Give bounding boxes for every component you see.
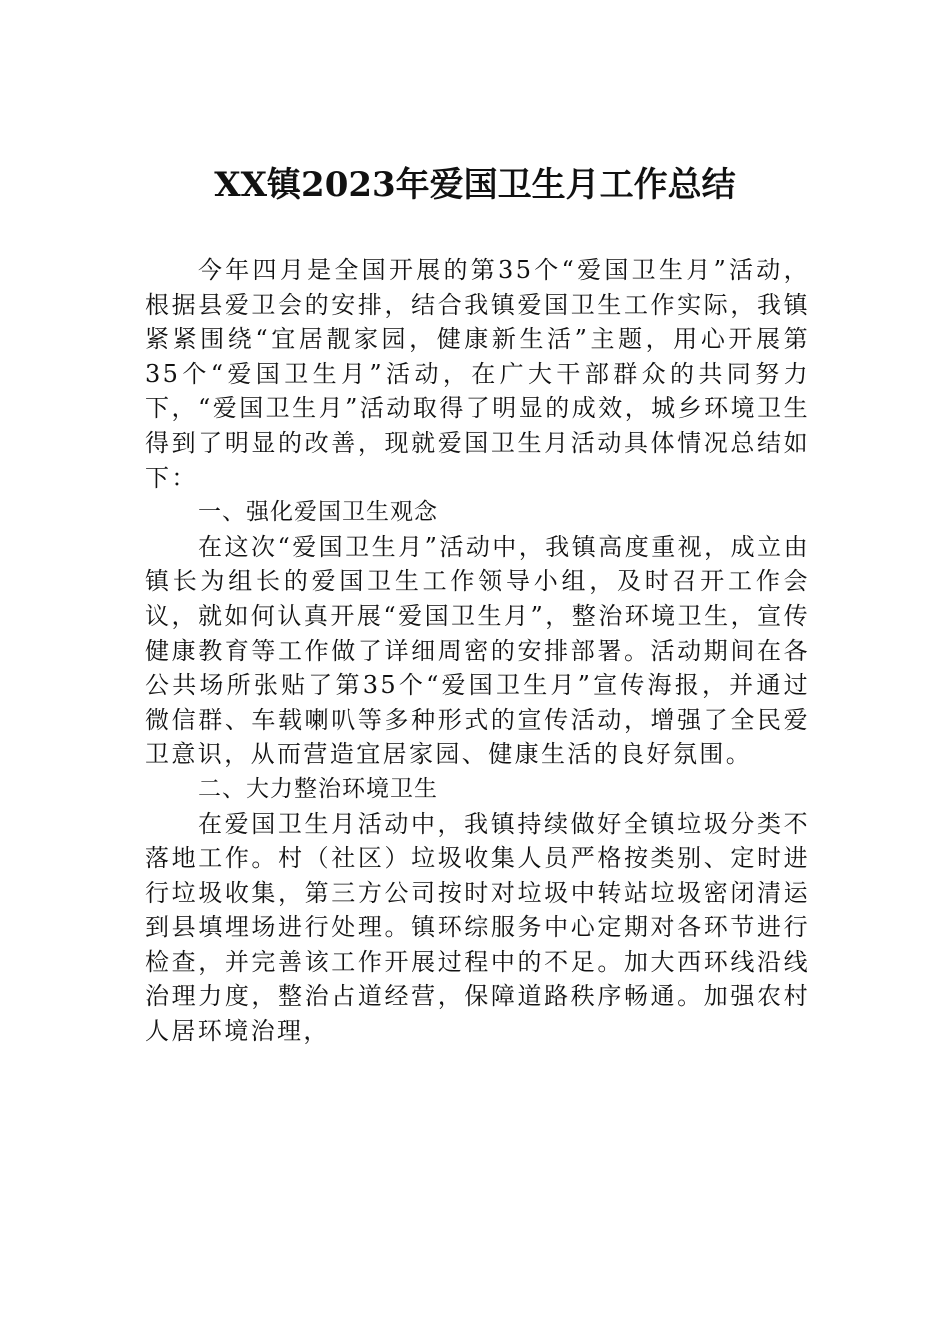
section-paragraph-1: 在这次“爱国卫生月”活动中，我镇高度重视，成立由镇长为组长的爱国卫生工作领导小组，及时召开工作会议，就如何认真开展“爱国卫生月”，整治环境卫生，宣传健康教育等工作做了详细周密的安排部署。活动期间在各公共场所张贴了第35个“爱国卫生月”宣传海报，并通过微信群、车载喇叭等多种形式的宣传活动，增强了全民爱卫意识，从而营造宜居家园、健康生活的良好氛围。 (145, 532, 810, 769)
document-title: XX镇2023年爱国卫生月工作总结 (214, 165, 736, 205)
intro-paragraph: 今年四月是全国开展的第35个“爱国卫生月”活动，根据县爱卫会的安排，结合我镇爱国卫生工作实际，我镇紧紧围绕“宜居靓家园，健康新生活”主题，用心开展第35个“爱国卫生月”活动，在广大干部群众的共同努力下，“爱国卫生月”活动取得了明显的成效，城乡环境卫生得到了明显的改善，现就爱国卫生月活动具体情况总结如下： (145, 256, 810, 492)
section-paragraph-2: 在爱国卫生月活动中，我镇持续做好全镇垃圾分类不落地工作。村（社区）垃圾收集人员严格按类别、定时进行垃圾收集，第三方公司按时对垃圾中转站垃圾密闭清运到县填埋场进行处理。镇环综服务中心定期对各环节进行检查，并完善该工作开展过程中的不足。加大西环线沿线治理力度，整治占道经营，保障道路秩序畅通。加强农村人居环境治理， (145, 809, 810, 1046)
section-heading-2: 二、大力整治环境卫生 (198, 775, 438, 802)
section-heading-1: 一、强化爱国卫生观念 (198, 499, 438, 526)
document-body (145, 253, 810, 1049)
